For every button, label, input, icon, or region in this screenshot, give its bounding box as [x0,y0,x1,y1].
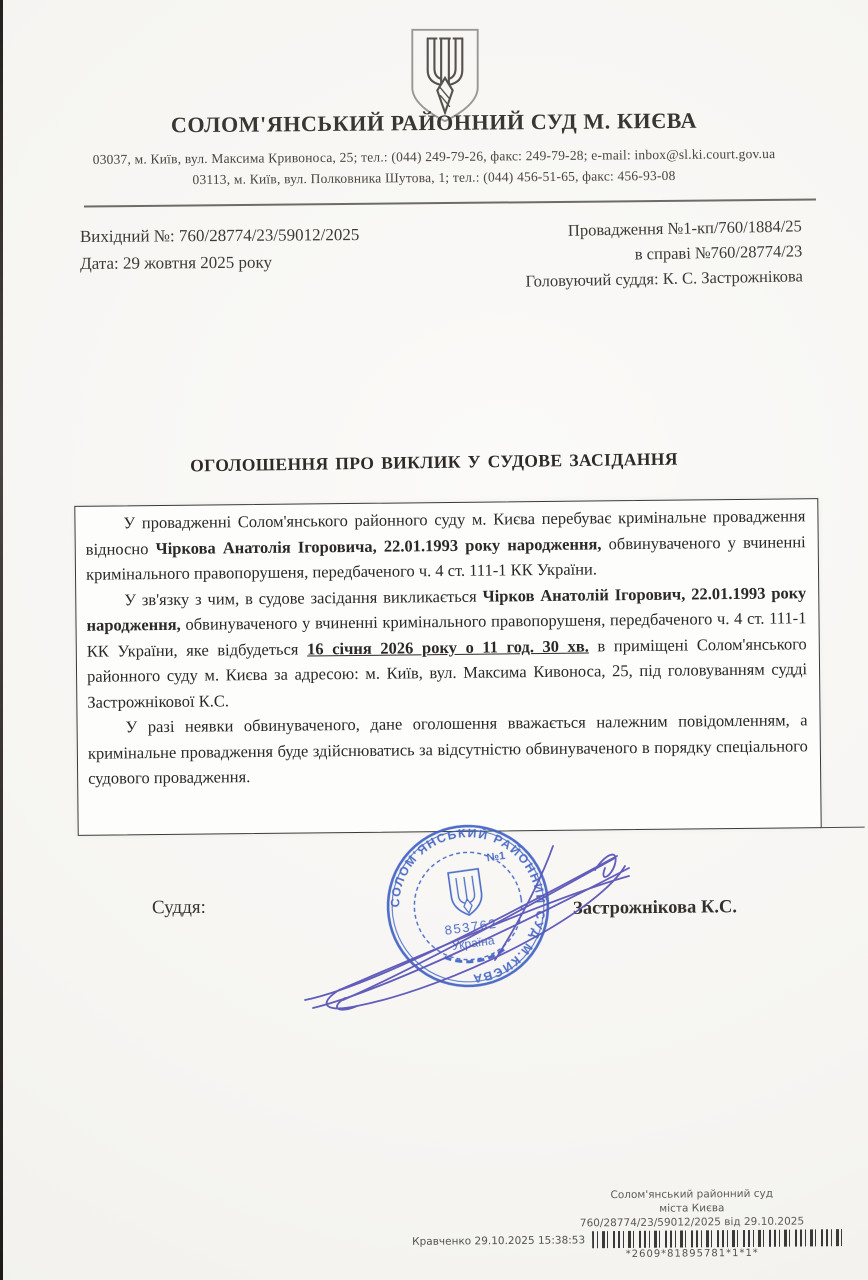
footer-court-line-1: Солом'янський районний суд [610,1187,774,1202]
barcode-number: *2609*81895781*1*1* [625,1247,759,1261]
header-separator-line [84,198,816,207]
barcode-icon [592,1229,842,1248]
outgoing-date: Дата: 29 жовтня 2025 року [80,252,273,273]
document-title: ОГОЛОШЕННЯ ПРО ВИКЛИК У СУДОВЕ ЗАСІДАННЯ [189,448,678,476]
seal-ring-text: СОЛОМ'ЯНСЬКИЙ РАЙОННИЙ СУД М.КИЄВА [388,826,548,986]
court-address-line-2: 03113, м. Київ, вул. Полковника Шутова, 1; тел.: (044) 456-51-65, факс: 456-93-08 [192,167,676,188]
seal-code: 853762 [443,915,499,938]
footer-operator-timestamp: Кравченко 29.10.2025 15:38:53 [412,1234,586,1248]
presiding-judge: Головуючий суддя: К. С. Застрожнікова [524,266,803,291]
footer-doc-number: 760/28774/23/59012/2025 від 29.10.2025 [579,1215,805,1230]
handwritten-signature-icon [295,838,665,1023]
seal-country: Україна [451,933,496,954]
judge-label: Суддя: [151,896,206,919]
outgoing-reference-block [80,221,360,277]
judge-name: Застрожнікова К.С. [572,897,738,919]
registration-footer [412,1186,843,1263]
proceeding-number: Провадження №1-кп/760/1884/25 [567,216,802,240]
scan-edge-shadow [0,0,3,1280]
court-address-line-1: 03037, м. Київ, вул. Максима Кривоноса, 25; тел.: (044) 249-79-26, факс: 249-79-28; e-mail: inbox@sl.ki.court.gov.ua [92,146,776,167]
footer-court-line-2: міста Києва [659,1202,725,1215]
court-name-title: СОЛОМ'ЯНСЬКИЙ РАЙОННИЙ СУД М. КИЄВА [170,107,698,138]
outgoing-number: Вихідний №: 760/28774/23/59012/2025 [79,225,360,246]
body-paragraph-1: У провадженні Солом'янського районного суду м. Києва перебуває кримінальне провадження відносно Чіркова Анатолія Ігоровича, 22.01.1993 року народження, обвинуваченого у вчиненні кримінального правопорушеня, передбаченого ч. 4 ст. 111-1 КК України. [85,506,806,584]
case-number: в справі №760/28774/23 [634,241,803,264]
seal-number-top: №1 [486,849,507,865]
announcement-text-box [74,498,821,836]
case-reference-block [524,213,803,293]
body-paragraph-2: У зв'язку з чим, в судове засідання викликається Чірков Анатолій Ігорович, 22.01.1993 року народження, обвинуваченого у вчиненні кримінального правопорушеня, передбаченого ч. 4 ст. 111-1 КК України, яке відбудеться 16 січня 2026 року о 11 год. 30 хв. в приміщені Солом'янського районного суду м. Києва за адресою: м. Київ, вул. Максима Кивоноса, 25, під головуванням судді Застрожнікової К.С. [86,582,808,712]
scan-line-artifact [821,827,865,828]
body-paragraph-3: У разі неявки обвинуваченого, дане оголошення вважається належним повідомленням, а кримінальне провадження буде здійснюватись за відсутністю обвинуваченого в порядку спеціального судового провадження. [87,710,808,788]
